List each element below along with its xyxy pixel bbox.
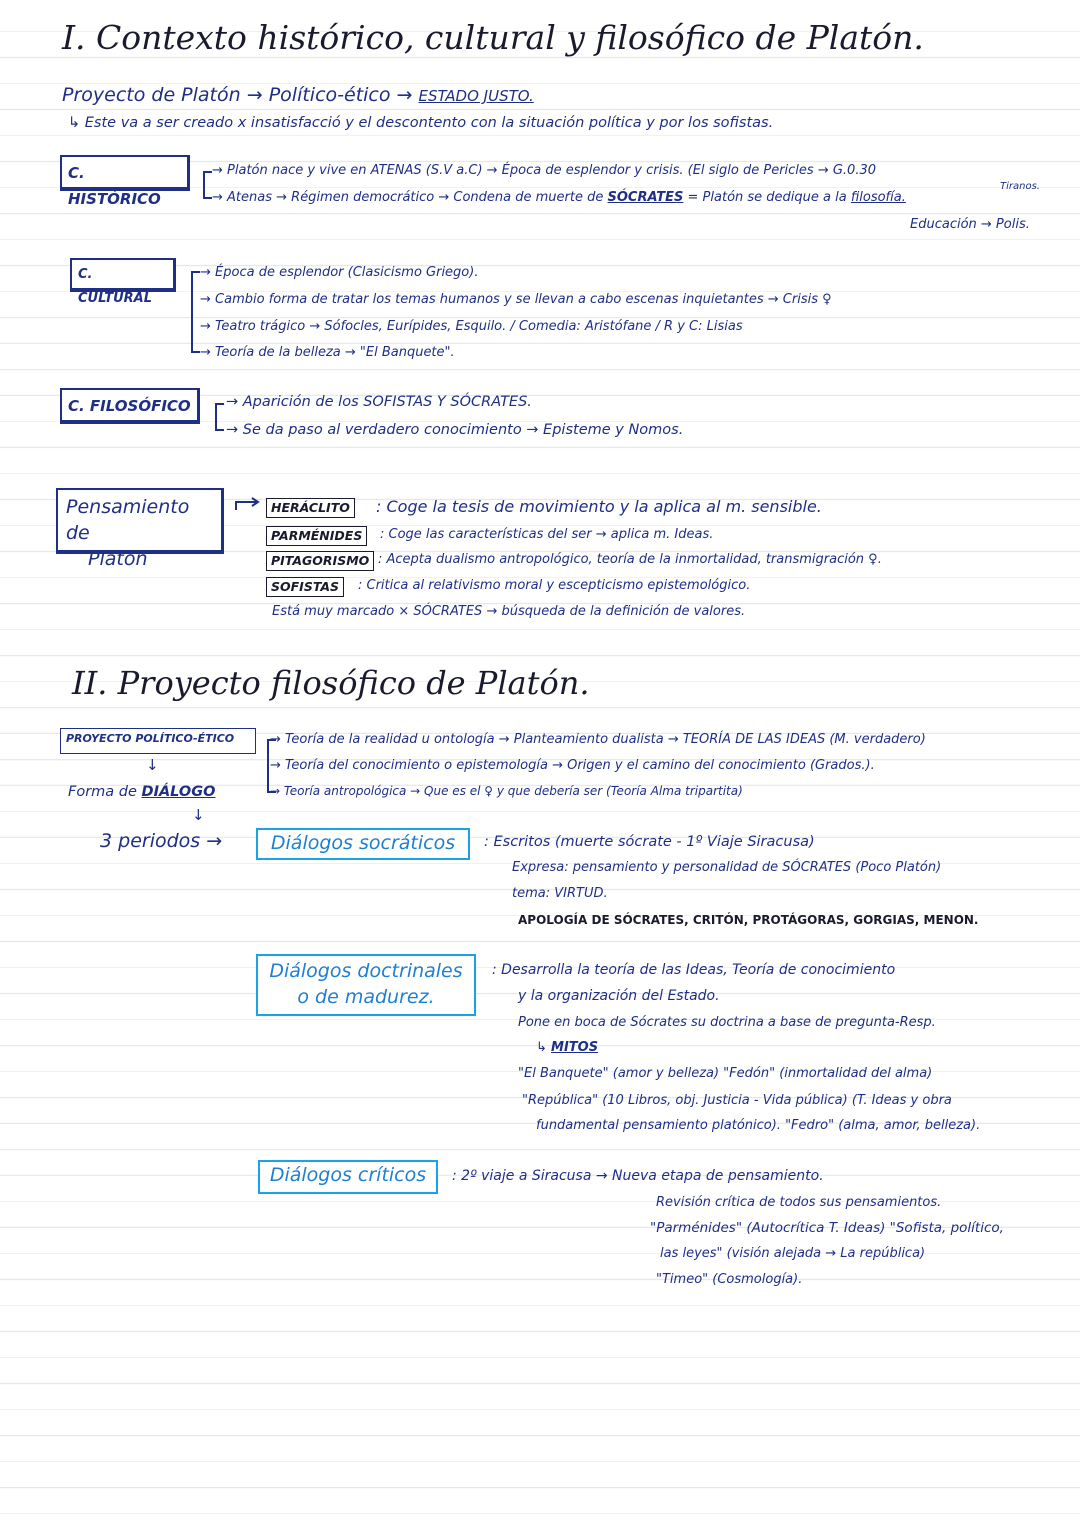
- sofistas-text: : Critica al relativismo moral y escepticismo epistemológico.: [358, 578, 751, 593]
- criticos-line-1: : 2º viaje a Siracusa → Nueva etapa de pensamiento.: [452, 1168, 824, 1184]
- filosofico-item-1: → Aparición de los SOFISTAS Y SÓCRATES.: [226, 394, 532, 410]
- teoria-3: → Teoría antropológica → Que es el ♀ y que debería ser (Teoría Alma tripartita): [270, 784, 743, 798]
- dialogo-underlined: DIÁLOGO: [141, 784, 216, 800]
- cultural-item-1-text: Época de esplendor (Clasicismo Griego).: [215, 265, 479, 280]
- down-arrow-icon: ↓: [192, 806, 205, 824]
- socraticos-line-3: tema: VIRTUD.: [512, 886, 608, 901]
- dialogos-socraticos-box: Diálogos socráticos: [256, 828, 470, 860]
- forma-dialogo: [68, 784, 215, 800]
- proyecto-note-text: Este va a ser creado x insatisfacció y el descontento con la situación política y por los sofistas.: [84, 115, 774, 131]
- periodos-label: [100, 830, 222, 852]
- pensamiento-label-2: Platón: [88, 548, 148, 570]
- cultural-item-2: → Cambio forma de tratar los temas humanos y se llevan a cabo escenas inquietantes → Crisis ♀: [200, 292, 832, 307]
- parmenides-text: : Coge las características del ser → aplica m. Ideas.: [380, 527, 714, 542]
- estado-justo: ESTADO JUSTO.: [418, 87, 534, 105]
- doctrinales-label-1: Diálogos doctrinales: [269, 960, 463, 982]
- arrow-icon: [232, 498, 262, 512]
- criticos-line-5: "Timeo" (Cosmología).: [656, 1272, 803, 1287]
- down-arrow-icon: ↓: [146, 756, 159, 774]
- teoria-1: → Teoría de la realidad u ontología → Planteamiento dualista → TEORÍA DE LAS IDEAS (M. verdadero): [270, 732, 926, 747]
- arrow-icon: →: [206, 830, 223, 852]
- proyecto-start: Proyecto de Platón: [62, 84, 241, 106]
- sofistas-box: SOFISTAS: [266, 577, 344, 597]
- teoria-2-text: Teoría del conocimiento o epistemología → Origen y el camino del conocimiento (Grados.).: [285, 758, 875, 773]
- section-2-title: II. Proyecto filosófico de Platón.: [72, 664, 590, 702]
- doctrinales-line-6: "República" (10 Libros, obj. Justicia - Vida pública) (T. Ideas y obra: [522, 1093, 952, 1108]
- doctrinales-label-2: o de madurez.: [297, 986, 435, 1008]
- proyecto-politico-box: PROYECTO POLÍTICO-ÉTICO: [60, 728, 256, 754]
- arrow-icon: →: [396, 84, 413, 106]
- doctrinales-line-3: Pone en boca de Sócrates su doctrina a base de pregunta-Resp.: [518, 1015, 936, 1030]
- socraticos-line-1: : Escritos (muerte sócrate - 1º Viaje Siracusa): [484, 834, 815, 850]
- historico-label: C. HISTÓRICO: [60, 155, 190, 191]
- historico-line-3: Educación → Polis.: [910, 217, 1030, 232]
- arrow-icon: →: [246, 84, 263, 106]
- teoria-3-text: Teoría antropológica → Que es el ♀ y que debería ser (Teoría Alma tripartita): [283, 784, 743, 798]
- historico-line-2: → Atenas → Régimen democrático → Condena de muerte de SÓCRATES = Platón se dedique a la filosofía.: [212, 190, 906, 205]
- doctrinales-line-1: : Desarrolla la teoría de las Ideas, Teoría de conocimiento: [492, 962, 896, 978]
- doctrinales-line-5: "El Banquete" (amor y belleza) "Fedón" (inmortalidad del alma): [518, 1066, 933, 1081]
- dialogos-criticos-box: Diálogos críticos: [258, 1160, 438, 1194]
- heraclito-box: HERÁCLITO: [266, 498, 355, 518]
- filosofico-item-2-text: Se da paso al verdadero conocimiento → Episteme y Nomos.: [242, 422, 684, 438]
- cultural-label: C. CULTURAL: [70, 258, 176, 292]
- parmenides-box: PARMÉNIDES: [266, 526, 367, 546]
- filosofico-item-1-text: Aparición de los SOFISTAS Y SÓCRATES.: [242, 394, 532, 410]
- filosofico-item-2: → Se da paso al verdadero conocimiento → Episteme y Nomos.: [226, 422, 684, 438]
- pensamiento-label-1: Pensamiento de: [66, 496, 190, 544]
- dialogos-doctrinales-box: [256, 954, 476, 1016]
- pitagorismo-box: PITAGORISMO: [266, 551, 374, 571]
- historico-line-2c: = Platón se dedique a la: [687, 190, 847, 205]
- socrates-underlined: SÓCRATES: [607, 190, 684, 205]
- criticos-line-3: "Parménides" (Autocrítica T. Ideas) "Sofista, político,: [650, 1220, 1004, 1236]
- criticos-line-2: Revisión crítica de todos sus pensamientos.: [656, 1195, 942, 1210]
- proyecto-line: [62, 84, 534, 106]
- filosofico-label: C. FILOSÓFICO: [60, 388, 200, 424]
- proyecto-note: [68, 115, 773, 131]
- filosofia-underlined: filosofía.: [850, 190, 906, 205]
- teoria-1-text: Teoría de la realidad u ontología → Planteamiento dualista → TEORÍA DE LAS IDEAS (M. verdadero): [285, 732, 926, 747]
- socraticos-line-2: Expresa: pensamiento y personalidad de SÓCRATES (Poco Platón): [512, 860, 942, 875]
- sub-arrow-icon: ↳: [68, 115, 85, 131]
- pensamiento-label: [56, 488, 224, 570]
- mitos-underlined: MITOS: [551, 1040, 599, 1055]
- tiranos-note: Tiranos.: [1000, 181, 1040, 192]
- cultural-item-2-text: Cambio forma de tratar los temas humanos y se llevan a cabo escenas inquietantes → Crisis ♀: [215, 292, 832, 307]
- historico-line-2a: Atenas → Régimen democrático → Condena de muerte de: [227, 190, 604, 205]
- forma-text: Forma de: [68, 784, 137, 800]
- cultural-item-4: → Teoría de la belleza → "El Banquete".: [200, 345, 455, 360]
- cultural-item-3-text: Teatro trágico → Sófocles, Eurípides, Esquilo. / Comedia: Aristófane / R y C: Lisias: [215, 319, 743, 334]
- teoria-2: → Teoría del conocimiento o epistemología → Origen y el camino del conocimiento (Grados.).: [270, 758, 875, 773]
- cultural-item-1: → Época de esplendor (Clasicismo Griego).: [200, 265, 479, 280]
- pitagorismo-text: : Acepta dualismo antropológico, teoría de la inmortalidad, transmigración ♀.: [378, 552, 882, 567]
- cultural-item-4-text: Teoría de la belleza → "El Banquete".: [215, 345, 455, 360]
- socraticos-line-4: APOLOGÍA DE SÓCRATES, CRITÓN, PROTÁGORAS, GORGIAS, MENON.: [518, 913, 979, 927]
- cultural-item-3: → Teatro trágico → Sófocles, Eurípides, Esquilo. / Comedia: Aristófane / R y C: Lisias: [200, 319, 743, 334]
- historico-line-1-text: Platón nace y vive en ATENAS (S.V a.C) → Época de esplendor y crisis. (El siglo de Pericles → G.0.30: [227, 163, 877, 178]
- proyecto-mid: Político-ético: [268, 84, 391, 106]
- periodos-text: 3 periodos: [100, 830, 201, 852]
- historico-line-1: → Platón nace y vive en ATENAS (S.V a.C) → Época de esplendor y crisis. (El siglo de Pericles → G.0.30: [212, 163, 877, 178]
- heraclito-text: : Coge la tesis de movimiento y la aplica al m. sensible.: [376, 497, 822, 516]
- doctrinales-line-2: y la organización del Estado.: [518, 988, 720, 1004]
- section-1-title: I. Contexto histórico, cultural y filosófico de Platón.: [62, 18, 924, 57]
- doctrinales-line-7: fundamental pensamiento platónico). "Fedro" (alma, amor, belleza).: [536, 1118, 981, 1133]
- criticos-line-4: las leyes" (visión alejada → La república): [660, 1246, 926, 1261]
- mitos-line: ↳ MITOS: [536, 1040, 599, 1055]
- pensamiento-footer: Está muy marcado × SÓCRATES → búsqueda de la definición de valores.: [272, 604, 746, 619]
